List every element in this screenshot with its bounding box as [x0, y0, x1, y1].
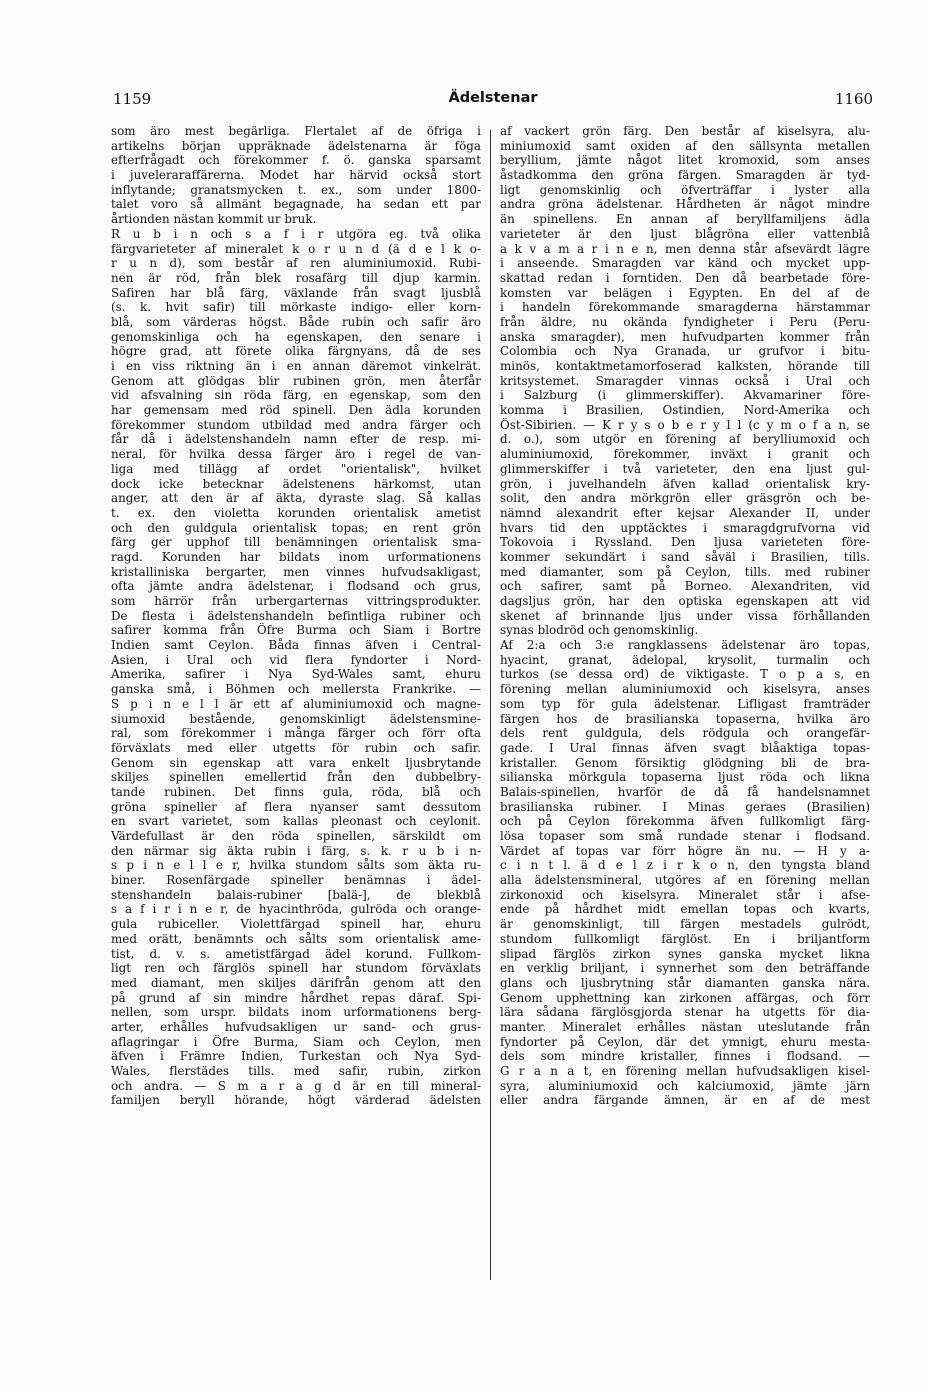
page-number-right: 1160	[834, 90, 873, 108]
text-line: stundom fullkomligt färglöst. En i briljantform	[500, 931, 870, 946]
text-line: årtionden nästan kommit ur bruk.	[111, 212, 317, 227]
text-line: lära sådana färglösgjorda stenar ha utgetts för dia-	[500, 1005, 870, 1020]
left-column	[111, 124, 481, 1108]
text-line: förekommer stundom utbildad med andra färger och	[111, 417, 481, 432]
text-line: minös, kontaktmetamorfoserad kalksten, hörande till	[500, 359, 870, 373]
text-line: ofta jämte andra ädelstenar, i flodsand och grus,	[111, 579, 481, 594]
text-line: ende på hårdhet midt emellan topas och kvarts,	[500, 902, 870, 917]
text-line: som härrör från urbergarternas vittringsprodukter.	[111, 594, 481, 608]
text-line: och safirer, samt på Borneo. Alexandriten, vid	[500, 579, 870, 594]
text-line: familjen beryll hörande, högt värderad ädelsten	[111, 1093, 481, 1108]
text-line: är genomskinligt, till färgen mestadels gulrödt,	[500, 917, 870, 932]
text-line: De flesta i ädelstenshandeln befintliga rubiner och	[111, 608, 481, 623]
text-line: färg ger upphof till benämningen orientalisk sma-	[111, 535, 481, 550]
text-line: gula rubiceller. Violettfärgad spinell har, ehuru	[111, 917, 481, 932]
text-line: åstadkomma den gröna färgen. Smaragden är tyd-	[500, 168, 870, 183]
text-line: förening mellan aluminiumoxid och kiselsyra, anses	[500, 682, 870, 697]
text-line: förväxlats med eller utgetts för rubin och safir.	[111, 740, 481, 755]
text-line: på grund af sin mindre hårdhet repas däraf. Spi-	[111, 990, 481, 1005]
text-line: aluminiumoxid, förekommer, inväxt i granit och	[500, 447, 870, 462]
text-line: med diamant, men skiljes därifrån genom att den	[111, 975, 481, 990]
text-line: c i n t l. ä d e l z i r k o n, den tyngsta bland	[500, 858, 870, 873]
text-line: nen är röd, från blek rosafärg till djup karmin.	[111, 270, 481, 285]
text-line: arter, erhålles hufvudsakligen ur sand- och grus-	[111, 1019, 481, 1034]
text-line: Genom att glödgas blir rubinen grön, men återfår	[111, 373, 481, 388]
text-line: ganska små, i Böhmen och mellersta Frankrike. —	[111, 682, 481, 697]
text-line: fyndorter på Ceylon, där det ymnigt, ehuru mesta-	[500, 1034, 870, 1049]
text-line: grön, i juvelhandeln äfven kallad orientalisk kry-	[500, 476, 870, 491]
page-header	[113, 90, 873, 112]
text-line: ligt genomskinlig och öfverträffar i lyster alla	[500, 182, 870, 197]
text-line: den närmar sig äkta rubin i färg, s. k. r u b i n-	[111, 843, 481, 858]
text-line: miniumoxid samt oxiden af den sällsynta metallen	[500, 138, 870, 153]
text-line: zirkonoxid och kiselsyra. Mineralet står i afse-	[500, 887, 870, 902]
column-divider	[490, 130, 491, 1280]
text-line: safirer komma från Öfre Burma och Siam i Bortre	[111, 623, 481, 638]
text-line: tist, d. v. s. ametistfärgad ädel korund. Fullkom-	[111, 946, 481, 961]
text-line: synas blodröd och genomskinlig.	[500, 623, 699, 638]
text-line: solit, den andra mörkgrön eller gräsgrön och be-	[500, 491, 870, 506]
text-line: dagsljus grön, har den optiska egenskapen att vid	[500, 594, 870, 608]
text-line: stenshandeln balais-rubiner [balä-], de blekblå	[111, 887, 481, 902]
text-line: siumoxid bestående, genomskinligt ädelstensmine-	[111, 711, 481, 726]
text-line: lösa topaser som små rundade stenar i flodsand.	[500, 829, 870, 843]
text-line: hvars tid den upptäcktes i smaragdgrufvorna vid	[500, 520, 870, 535]
text-line: glimmerskiffer i två varieteter, den ena ljust gul-	[500, 461, 870, 476]
text-line: inflytande; granatsmycken t. ex., som under 1800-	[111, 182, 481, 197]
text-line: alla ädelstensmineral, utgöres af en förening mellan	[500, 873, 870, 888]
text-line: i Salzburg (i glimmerskiffer). Akvamariner före-	[500, 388, 870, 403]
text-line: och den guldgula orientalisk topas; en rent grön	[111, 520, 481, 535]
text-line: och på Ceylon förekomma äfven fullkomligt färg-	[500, 814, 870, 829]
text-line: dock icke betecknar ädelstenens härkomst, utan	[111, 476, 481, 491]
text-line: skiljes spinellen emellertid från den dubbelbry-	[111, 770, 481, 785]
text-line: som äro mest begärliga. Flertalet af de öfriga i	[111, 124, 481, 138]
text-line: (s. k. hvit safir) till mörkaste indigo- eller korn-	[111, 300, 481, 315]
text-line: s a f i r i n e r, de hyacinthröda, gulröda och orange-	[111, 902, 481, 917]
text-line: med diamanter, som på Ceylon, tills. med rubiner	[500, 564, 870, 579]
text-line: r u n d), som består af ren aluminiumoxid. Rubi-	[111, 256, 481, 271]
text-line: i handeln förekommande smaragderna härstammar	[500, 300, 870, 315]
text-line: artikelns början uppräknade ädelstenarna är föga	[111, 138, 481, 153]
text-line: äfven i Främre Indien, Turkestan och Nya Syd-	[111, 1049, 481, 1064]
text-line: Wales, flerstädes tills. med safir, rubin, zirkon	[111, 1064, 481, 1078]
text-line: får då i ädelstenshandeln namn efter de resp. mi-	[111, 432, 481, 447]
text-line: G r a n a t, en förening mellan hufvudsakligen kisel-	[500, 1064, 870, 1078]
text-line: Balais-spinellen, hvarför de då få handelsnamnet	[500, 784, 870, 799]
text-line: ragd. Korunden har bildats inom urformationens	[111, 549, 481, 564]
text-line: t. ex. den violetta korunden orientalisk ametist	[111, 505, 481, 520]
text-line: ral, som förekommer i många färger och förr ofta	[111, 726, 481, 741]
text-line: aflagringar i Öfre Burma, Siam och Ceylon, men	[111, 1034, 481, 1049]
text-line: dels som mindre kristaller, finnes i flodsand. —	[500, 1049, 870, 1064]
text-line: slipad färglös zirkon synes ganska mycket likna	[500, 946, 870, 961]
text-line: och andra. — S m a r a g d är en till mineral-	[111, 1078, 481, 1093]
text-line: Tokovoia i Ryssland. Den ljusa varieteten före-	[500, 535, 870, 550]
text-line: en svart varietet, som kallas pleonast och ceylonit.	[111, 814, 481, 829]
text-line: ligt ren och färglös spinell har stundom förväxlats	[111, 961, 481, 976]
text-line: Af 2:a och 3:e rangklassens ädelstenar äro topas,	[500, 638, 870, 653]
text-line: dels rent guldgula, dels rödgula och orangefär-	[500, 726, 870, 741]
text-line: Värdefullast är den röda spinellen, särskildt om	[111, 829, 481, 843]
text-line: har gemensam med röd spinell. Den ädla korunden	[111, 403, 481, 418]
text-line: i anseende. Smaragden var känd och mycket upp-	[500, 256, 870, 271]
text-line: med orätt, benämnts och sålts som orientalisk ame-	[111, 931, 481, 946]
text-line: silianska mörkgula topaserna ljust röda och likna	[500, 770, 870, 785]
text-line: neral, för hvilka dessa färger äro i regel de van-	[111, 447, 481, 462]
text-line: Safiren har blå färg, växlande från svagt ljusblå	[111, 285, 481, 300]
text-line: efterfrågadt och förekommer f. ö. ganska sparsamt	[111, 153, 481, 168]
text-line: biner. Rosenfärgade spineller benämnas i ädel-	[111, 873, 481, 888]
text-line: Indien samt Ceylon. Båda finnas äfven i Central-	[111, 638, 481, 653]
text-line: tande rubinen. Det finns gula, röda, blå och	[111, 784, 481, 799]
text-line: talet voro så allmänt begagnade, ha sedan ett par	[111, 197, 481, 212]
right-column	[500, 124, 870, 1108]
text-line: liga med tillägg af ordet "orientalisk", hvilket	[111, 461, 481, 476]
text-line: komma i Brasilien, Ostindien, Nord-Amerika och	[500, 403, 870, 418]
text-line: anska smaragder), men hufvudparten kommer från	[500, 329, 870, 344]
text-line: manter. Mineralet erhålles nästan uteslutande från	[500, 1019, 870, 1034]
text-line: skenet af brinnande ljus under vissa förhållanden	[500, 608, 870, 623]
text-line: skattad redan i forntiden. Den då bearbetade före-	[500, 270, 870, 285]
text-line: eller andra färgande ämnen, är en af de mest	[500, 1093, 870, 1108]
text-line: kristaller. Genom försiktig glödgning bli de bra-	[500, 755, 870, 770]
text-line: af vackert grön färg. Den består af kiselsyra, alu-	[500, 124, 870, 138]
text-line: Amerika, safirer i Nya Syd-Wales samt, ehuru	[111, 667, 481, 682]
text-line: från äldre, nu okända fyndigheter i Peru (Peru-	[500, 314, 870, 329]
text-line: brasilianska rubiner. I Minas geraes (Brasilien)	[500, 799, 870, 814]
text-line: i juveleraraffärerna. Modet har härvid också stort	[111, 168, 481, 183]
text-line: Genom sin egenskap att vara enkelt ljusbrytande	[111, 755, 481, 770]
text-line: kommer sekundärt i sand såväl i Brasilien, tills.	[500, 549, 870, 564]
text-line: Asien, i Ural och vid flera fyndorter i Nord-	[111, 652, 481, 667]
text-line: färgen hos de brasilianska topaserna, hvilka äro	[500, 711, 870, 726]
text-line: kristalliniska bergarter, men vinnes hufvudsakligast,	[111, 564, 481, 579]
page-title: Ädelstenar	[448, 90, 538, 106]
text-line: gröna spineller af flera nyanser samt dessutom	[111, 799, 481, 814]
text-line: komsten var belägen i Egypten. En del af de	[500, 285, 870, 300]
text-line: genomskinliga och ha egenskapen, den senare i	[111, 329, 481, 344]
text-line: anger, att den är af äkta, dyraste slag. Så kallas	[111, 491, 481, 506]
text-line: än spinellens. En annan af beryllfamiljens ädla	[500, 212, 870, 227]
text-line: a k v a m a r i n e n, men denna står afsevärdt lägre	[500, 241, 870, 256]
text-line: R u b i n och s a f i r utgöra eg. två olika	[111, 226, 481, 241]
text-line: glans och ljusbrytning står diamanten ganska nära.	[500, 975, 870, 990]
text-line: i en viss riktning än i en annan däremot vinkelrät.	[111, 359, 481, 373]
text-line: andra gröna ädelstenar. Hårdheten är något mindre	[500, 197, 870, 212]
text-line: blå, som värderas högst. Både rubin och safir äro	[111, 314, 481, 329]
text-line: Colombia och Nya Granada, ur grufvor i bitu-	[500, 344, 870, 359]
text-line: en verklig briljant, i synnerhet som den beträffande	[500, 961, 870, 976]
text-line: Öst-Sibirien. — K r y s o b e r y l l (c y m o f a n, se	[500, 417, 870, 432]
text-line: nellen, som urspr. bildats inom urformationens berg-	[111, 1005, 481, 1020]
text-line: hyacint, granat, ädelopal, krysolit, turmalin och	[500, 652, 870, 667]
text-line: Värdet af topas var förr högre än nu. — H y a-	[500, 843, 870, 858]
text-line: nämnd alexandrit efter kejsar Alexander II, under	[500, 505, 870, 520]
text-line: högre grad, att förete olika färgnyans, då de ses	[111, 344, 481, 359]
text-line: Genom upphettning kan zirkonen affärgas, och förr	[500, 990, 870, 1005]
text-line: som typ för gula ädelstenar. Lifligast framträder	[500, 696, 870, 711]
text-line: beryllium, jämte något litet kromoxid, som anses	[500, 153, 870, 168]
text-line: gade. I Ural finnas äfven svagt blåaktiga topas-	[500, 740, 870, 755]
page-number-left: 1159	[113, 90, 152, 108]
text-line: varieteter är den ljust blågröna eller vattenblå	[500, 226, 870, 241]
text-line: s p i n e l l e r, hvilka stundom sålts som äkta ru-	[111, 858, 481, 873]
text-line: kritsystemet. Smaragder vinnas också i Ural och	[500, 373, 870, 388]
text-line: syra, aluminiumoxid och kalciumoxid, jämte järn	[500, 1078, 870, 1093]
text-line: färgvarieteter af mineralet k o r u n d (ä d e l k o-	[111, 241, 481, 256]
text-line: d. o.), som utgör en förening af berylliumoxid och	[500, 432, 870, 447]
text-line: S p i n e l l är ett af aluminiumoxid och magne-	[111, 696, 481, 711]
text-line: turkos (se dessa ord) de viktigaste. T o p a s, en	[500, 667, 870, 682]
text-line: vid afsvalning sin röda färg, en egenskap, som den	[111, 388, 481, 403]
